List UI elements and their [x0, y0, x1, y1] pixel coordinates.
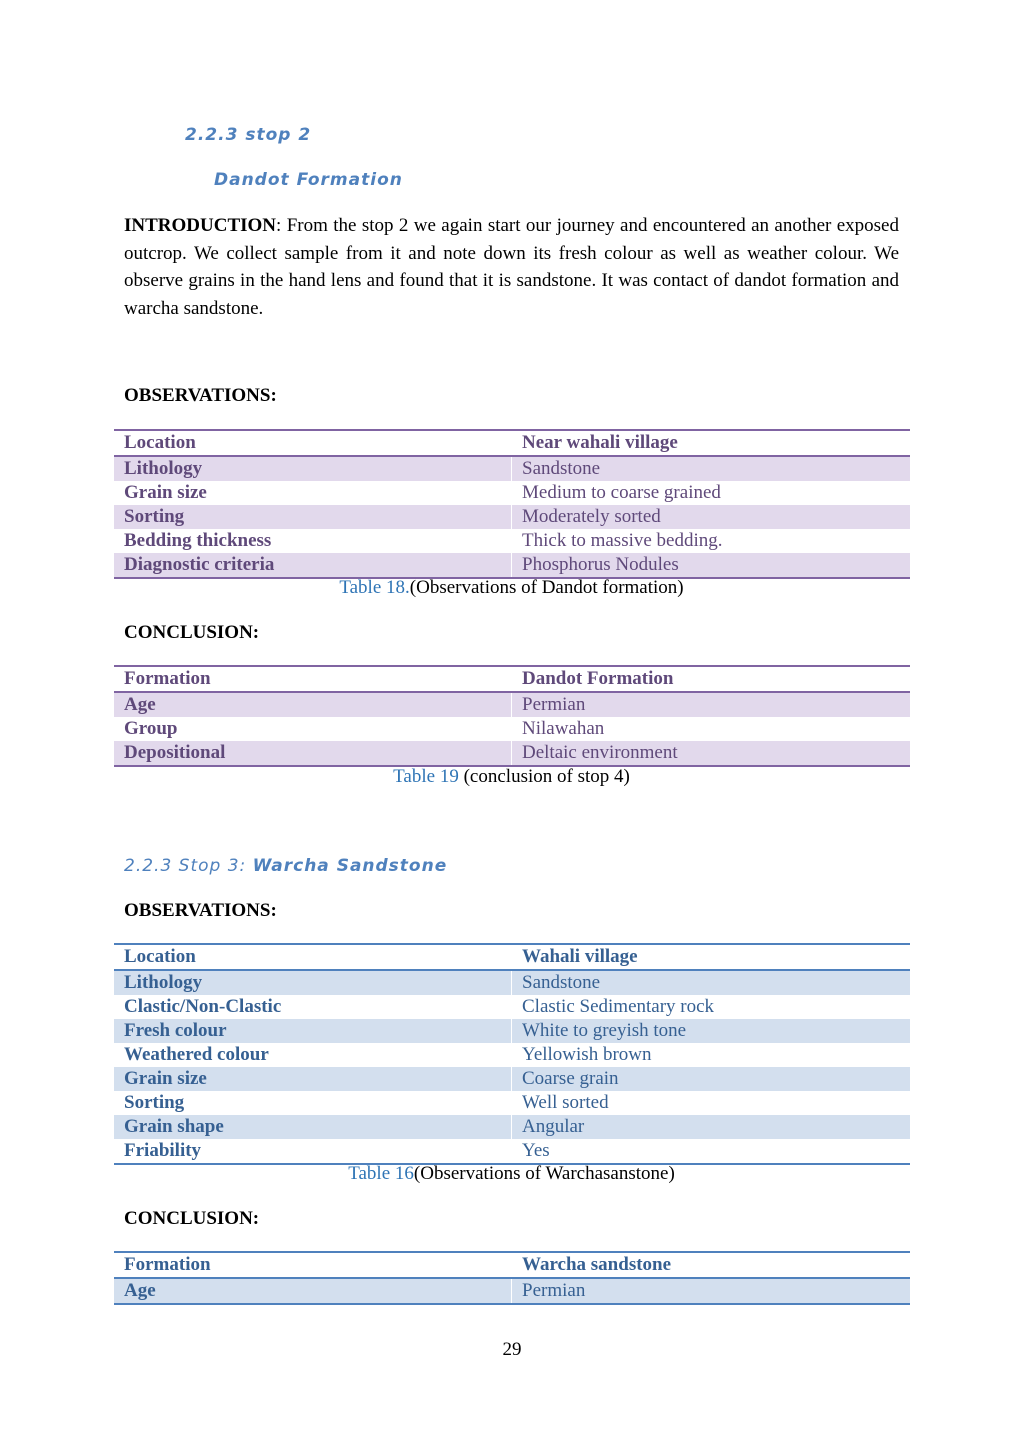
table-18-observations-dandot [114, 429, 910, 579]
table-cell-value: Thick to massive bedding. [522, 530, 723, 551]
table-cell-value: Permian [512, 692, 911, 717]
table-cell-value: Coarse grain [512, 1067, 911, 1091]
section-heading-stop-3 [124, 856, 447, 876]
page-number: 29 [502, 1339, 522, 1360]
table-16-observations-warcha [114, 943, 910, 1165]
caption-text: (conclusion of stop 4) [458, 766, 630, 787]
table-row [114, 995, 910, 1019]
table-cell-value: Sandstone [512, 970, 911, 995]
table-cell-key: Age [114, 692, 512, 717]
table-cell-key: Lithology [114, 970, 512, 995]
table-cell-key: Grain size [114, 481, 512, 505]
table-19-conclusion-dandot [114, 665, 910, 767]
observations-label-2: OBSERVATIONS: [124, 900, 277, 921]
table-cell-key: Bedding thickness [114, 529, 512, 553]
table-header-cell: Dandot Formation [512, 666, 911, 692]
table-cell-value: Clastic Sedimentary rock [522, 996, 715, 1017]
introduction-label: INTRODUCTION [124, 215, 277, 236]
table-row [114, 1115, 910, 1139]
introduction-paragraph [124, 212, 899, 322]
table-row [114, 1278, 910, 1304]
heading-title: Warcha Sandstone [252, 856, 448, 876]
table-conclusion-warcha [114, 1251, 910, 1305]
table-cell-key: Sorting [114, 505, 512, 529]
caption-text: (Observations of Dandot formation) [409, 577, 684, 598]
caption-text: (Observations of Warchasanstone) [413, 1163, 675, 1184]
table-row [114, 717, 910, 741]
table-cell-key: Grain size [114, 1067, 512, 1091]
caption-label: Table 16 [348, 1163, 414, 1184]
table-row [114, 481, 910, 505]
table-cell-value: White to greyish tone [512, 1019, 911, 1043]
table-header-cell: Location [114, 430, 512, 456]
table-row [114, 456, 910, 481]
table-cell-value: Permian [512, 1278, 911, 1304]
table-cell-key: Age [114, 1278, 512, 1304]
table-row [114, 1019, 910, 1043]
table-cell-key: Grain shape [114, 1115, 512, 1139]
table-header-cell: Wahali village [512, 944, 911, 970]
table-header-cell: Formation [114, 666, 512, 692]
introduction-text: : From the stop 2 we again start our journey and encountered an another exposed outcrop. We collect sample from it and note down its fresh colour as well as weather colour. We observe grains in the hand lens and found that it is sandstone. It was contact of dandot formation and warcha sandstone. [124, 215, 899, 319]
conclusion-label-1: CONCLUSION: [124, 622, 260, 643]
table-cell-key: Diagnostic criteria [114, 553, 512, 578]
table-header-cell: Location [114, 944, 512, 970]
table-header-cell: Near wahali village [512, 430, 911, 456]
table-cell-key: Fresh colour [114, 1019, 512, 1043]
caption-label: Table 19 [393, 766, 459, 787]
table-cell-value: Phosphorus Nodules [512, 553, 911, 578]
table-row [114, 505, 910, 529]
section-heading-stop-2: 2.2.3 stop 2 [185, 125, 312, 145]
table-cell-key: Depositional [114, 741, 512, 766]
table-cell-value: Moderately sorted [512, 505, 911, 529]
table-row [114, 1139, 910, 1164]
heading-prefix: 2.2.3 Stop 3: [124, 856, 253, 876]
table-cell-key: Group [114, 717, 512, 741]
table-row [114, 741, 910, 766]
table-cell-value: Well sorted [522, 1092, 609, 1113]
table-cell-key: Lithology [114, 456, 512, 481]
caption-label: Table 18. [339, 577, 410, 598]
table-row [114, 1067, 910, 1091]
table-18-caption [114, 577, 909, 599]
table-cell-value: Deltaic environment [512, 741, 911, 766]
conclusion-label-2: CONCLUSION: [124, 1208, 260, 1229]
table-header-row [114, 430, 910, 456]
table-row [114, 553, 910, 578]
table-row [114, 1091, 910, 1115]
table-cell-key: Clastic/Non-Clastic [114, 995, 512, 1019]
table-cell-value: Yellowish brown [522, 1044, 652, 1065]
table-header-row [114, 944, 910, 970]
table-19-caption [114, 766, 909, 788]
table-row [114, 529, 910, 553]
table-cell-value: Medium to coarse grained [522, 482, 721, 503]
table-cell-key: Friability [114, 1139, 512, 1164]
table-cell-value: Yes [522, 1140, 550, 1161]
table-header-row [114, 666, 910, 692]
table-header-row [114, 1252, 910, 1278]
table-row [114, 970, 910, 995]
table-row [114, 1043, 910, 1067]
table-header-cell: Warcha sandstone [512, 1252, 911, 1278]
table-cell-key: Sorting [114, 1091, 512, 1115]
section-heading-dandot-formation: Dandot Formation [214, 170, 403, 190]
observations-label-1: OBSERVATIONS: [124, 385, 277, 406]
table-row [114, 692, 910, 717]
table-16-caption [114, 1163, 909, 1185]
table-header-cell: Formation [114, 1252, 512, 1278]
table-cell-value: Sandstone [512, 456, 911, 481]
table-cell-key: Weathered colour [114, 1043, 512, 1067]
table-cell-value: Angular [512, 1115, 911, 1139]
table-cell-value: Nilawahan [522, 718, 605, 739]
